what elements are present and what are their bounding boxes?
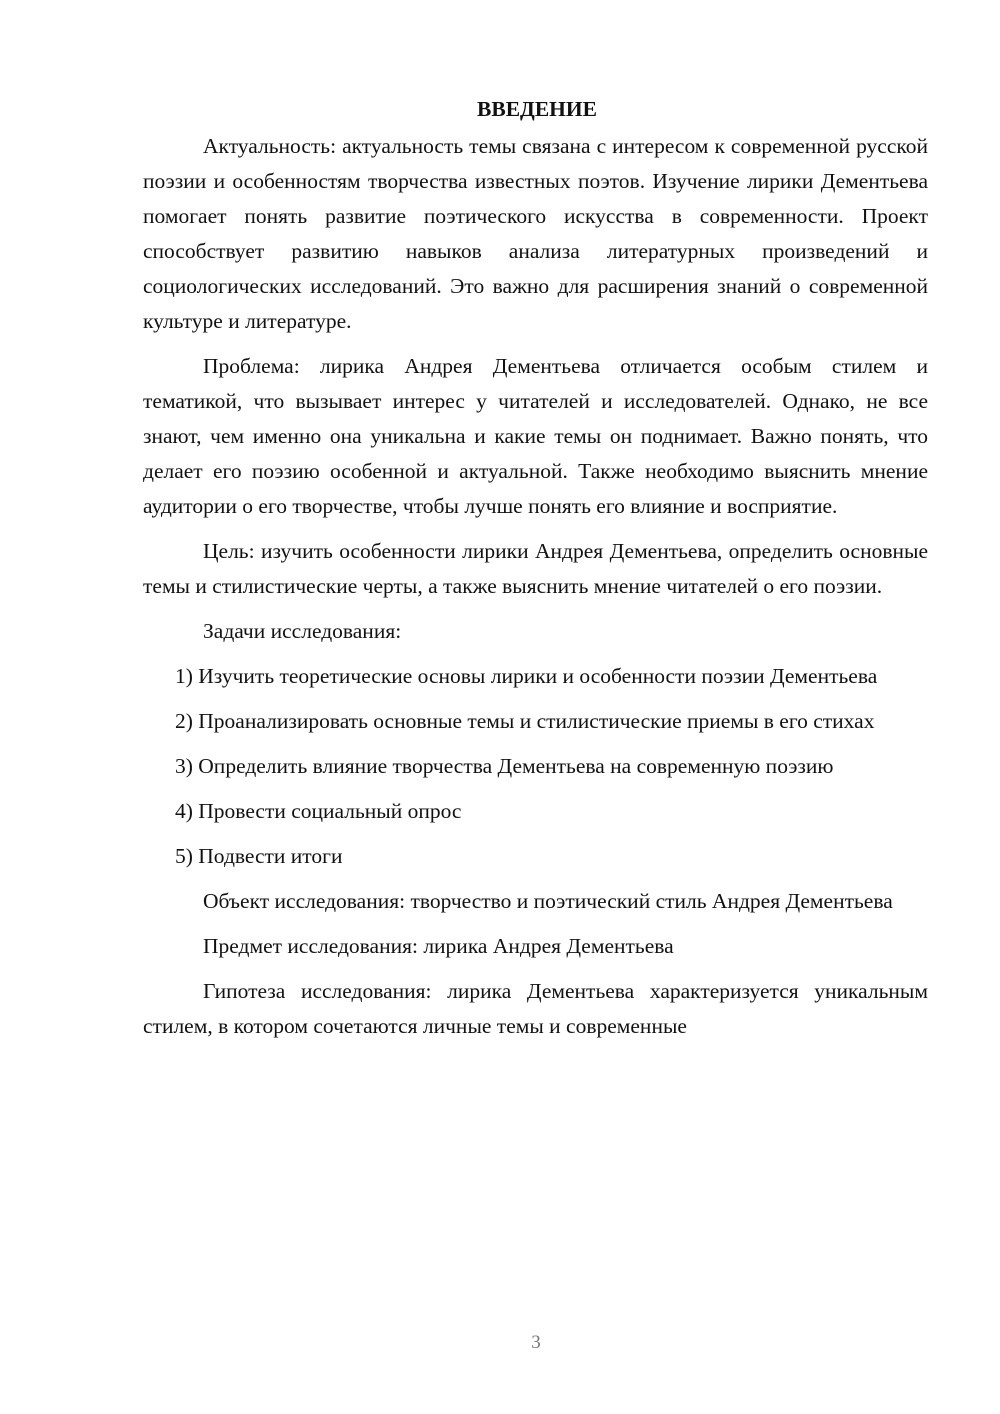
document-page bbox=[143, 92, 928, 1044]
goal-paragraph: Цель: изучить особенности лирики Андрея Дементьева, определить основные темы и стилистические черты, а также выяснить мнение читателей о его поэзии. bbox=[143, 539, 928, 598]
section-heading: ВВЕДЕНИЕ bbox=[477, 97, 597, 121]
problem-paragraph: Проблема: лирика Андрея Дементьева отличается особым стилем и тематикой, что вызывает интерес у читателей и исследователей. Однако, не все знают, чем именно она уникальна и какие темы он поднимает. Важно понять, что делает его поэзию особенной и актуальной. Также необходимо выяснить мнение аудитории о его творчестве, чтобы лучше понять его влияние и восприятие. bbox=[143, 354, 928, 518]
task-item: 5) Подвести итоги bbox=[175, 844, 343, 868]
page-number: 3 bbox=[531, 1332, 541, 1353]
task-item: 1) Изучить теоретические основы лирики и особенности поэзии Дементьева bbox=[175, 664, 878, 688]
hypothesis-paragraph: Гипотеза исследования: лирика Дементьева характеризуется уникальным стилем, в котором сочетаются личные темы и современные bbox=[143, 979, 928, 1038]
tasks-title: Задачи исследования: bbox=[203, 619, 402, 643]
task-item: 4) Провести социальный опрос bbox=[175, 799, 462, 823]
task-item: 2) Проанализировать основные темы и стилистические приемы в его стихах bbox=[175, 709, 875, 733]
subject-paragraph: Предмет исследования: лирика Андрея Дементьева bbox=[203, 934, 674, 958]
task-item: 3) Определить влияние творчества Дементьева на современную поэзию bbox=[175, 754, 834, 778]
object-paragraph: Объект исследования: творчество и поэтический стиль Андрея Дементьева bbox=[203, 889, 893, 913]
relevance-paragraph: Актуальность: актуальность темы связана с интересом к современной русской поэзии и особенностям творчества известных поэтов. Изучение лирики Дементьева помогает понять развитие поэтического искусства в современности. Проект способствует развитию навыков анализа литературных произведений и социологических исследований. Это важно для расширения знаний о современной культуре и литературе. bbox=[143, 134, 928, 333]
